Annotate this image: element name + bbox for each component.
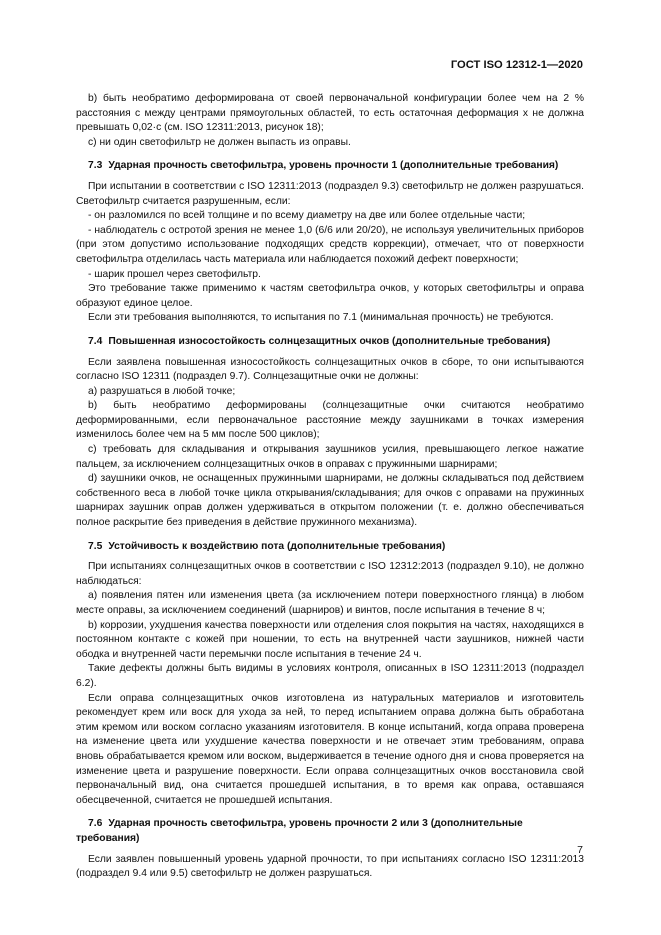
intro-paragraph: b) быть необратимо деформирована от своей первоначальной конфигурации более чем на 2 % расстояния с между центрами прямоугольных областей, то есть остаточная деформация x не должна превышать 0,02·c (см. ISO 12311:2013, рисунок 18);	[76, 93, 584, 134]
section-paragraph: - он разломился по всей толщине и по всему диаметру на две или более отдельные части;	[88, 210, 526, 222]
section-paragraph: Если оправа солнцезащитных очков изготовлена из натуральных материалов и изготовитель рекомендует крем или воск для ухода за ней, то перед испытанием оправа должна быть обработана этим кремом или воском согласно указаниям изготовителя. В конце испытаний, когда оправа проверена на изменение цвета или ухудшение качества поверхности и не отвечает этим требованиям, оправа вновь обрабатывается кремом или воском, выдерживается в течение одного дня и снова проверяется на изменение цвета и разрушение поверхности. Если оправа солнцезащитных очков восстановила свой первоначальный вид, она считается прошедшей испытания, в то время как оправа, оставшаяся обесцвеченной, считается не прошедшей испытания.	[76, 692, 584, 806]
section-paragraph: - наблюдатель с остротой зрения не менее 1,0 (6/6 или 20/20), не используя увеличительных приборов (при этом допустимо использование подходящих средств коррекции), отмечает, что от поверхности светофильтра отделилась часть материала или наблюдается похожий дефект поверхности;	[76, 224, 584, 265]
section-paragraph: a) появления пятен или изменения цвета (за исключением потери поверхностного глянца) в любом месте оправы, за исключением соединений (шарниров) и винтов, после испытания в течение 8 ч;	[76, 590, 584, 616]
section-heading: 7.3 Ударная прочность светофильтра, уровень прочности 1 (дополнительные требования)	[88, 160, 559, 172]
section-paragraph: b) коррозии, ухудшения качества поверхности или отделения слоя покрытия на частях, находящихся в постоянном контакте с кожей при ношении, то есть на внутренней части заушников, нижней части ободка и внутренней части перемычки после испытания в течение 24 ч.	[76, 619, 584, 660]
section-paragraph: Это требование также применимо к частям светофильтра очков, у которых светофильтры и оправа образуют единое целое.	[76, 283, 584, 309]
section-paragraph: c) требовать для складывания и открывания заушников усилия, превышающего легкое нажатие пальцем, за исключением солнцезащитных очков в оправах с пружинными шарнирами;	[76, 444, 584, 470]
document-header-id: ГОСТ ISO 12312-1—2020	[450, 59, 583, 71]
section-paragraph: - шарик прошел через светофильтр.	[88, 268, 261, 280]
document-body	[76, 92, 584, 882]
section-paragraph: Если заявлена повышенная износостойкость солнцезащитных очков в сборе, то они испытываются согласно ISO 12311 (подраздел 9.7). Солнцезащитные очки не должны:	[76, 356, 584, 383]
section-paragraph: При испытаниях солнцезащитных очков в соответствии с ISO 12312:2013 (подраздел 9.10), не должно наблюдаться:	[76, 561, 584, 587]
section-heading: 7.5 Устойчивость к воздействию пота (дополнительные требования)	[88, 540, 446, 552]
section-paragraph: Если заявлен повышенный уровень ударной прочности, то при испытаниях согласно ISO 12311:2013 (подраздел 9.4 или 9.5) светофильтр не должен разрушаться.	[76, 853, 584, 880]
section-paragraph: d) заушники очков, не оснащенных пружинными шарнирами, не должны складываться под действием собственного веса в любой точке цикла открывания/складывания; для очков с оправами на пружинных шарнирах заушник оправ должен удерживаться в открытом положении (т. е. должно обеспечиваться полное раскрытие без приведения в действие пружинного механизма).	[76, 473, 584, 529]
section-paragraph: a) разрушаться в любой точке;	[88, 385, 236, 397]
section-paragraph: При испытании в соответствии с ISO 12311:2013 (подраздел 9.3) светофильтр не должен разрушаться. Светофильтр считается разрушенным, если:	[76, 180, 584, 207]
section-heading: 7.6 Ударная прочность светофильтра, уровень прочности 2 или 3 (дополнительные требования)	[76, 818, 523, 844]
section-heading: 7.4 Повышенная износостойкость солнцезащитных очков (дополнительные требования)	[88, 335, 551, 347]
page-number: 7	[577, 844, 583, 856]
section-paragraph: b) быть необратимо деформированы (солнцезащитные очки считаются необратимо деформированными, если первоначальное расстояние между заушниками в точках измерения изменилось более чем на 5 мм после 500 циклов);	[76, 400, 584, 441]
intro-paragraph: c) ни один светофильтр не должен выпасть из оправы.	[88, 136, 351, 148]
section-paragraph: Такие дефекты должны быть видимы в условиях контроля, описанных в ISO 12311:2013 (подраздел 6.2).	[76, 663, 584, 689]
section-paragraph: Если эти требования выполняются, то испытания по 7.1 (минимальная прочность) не требуются.	[88, 312, 554, 324]
